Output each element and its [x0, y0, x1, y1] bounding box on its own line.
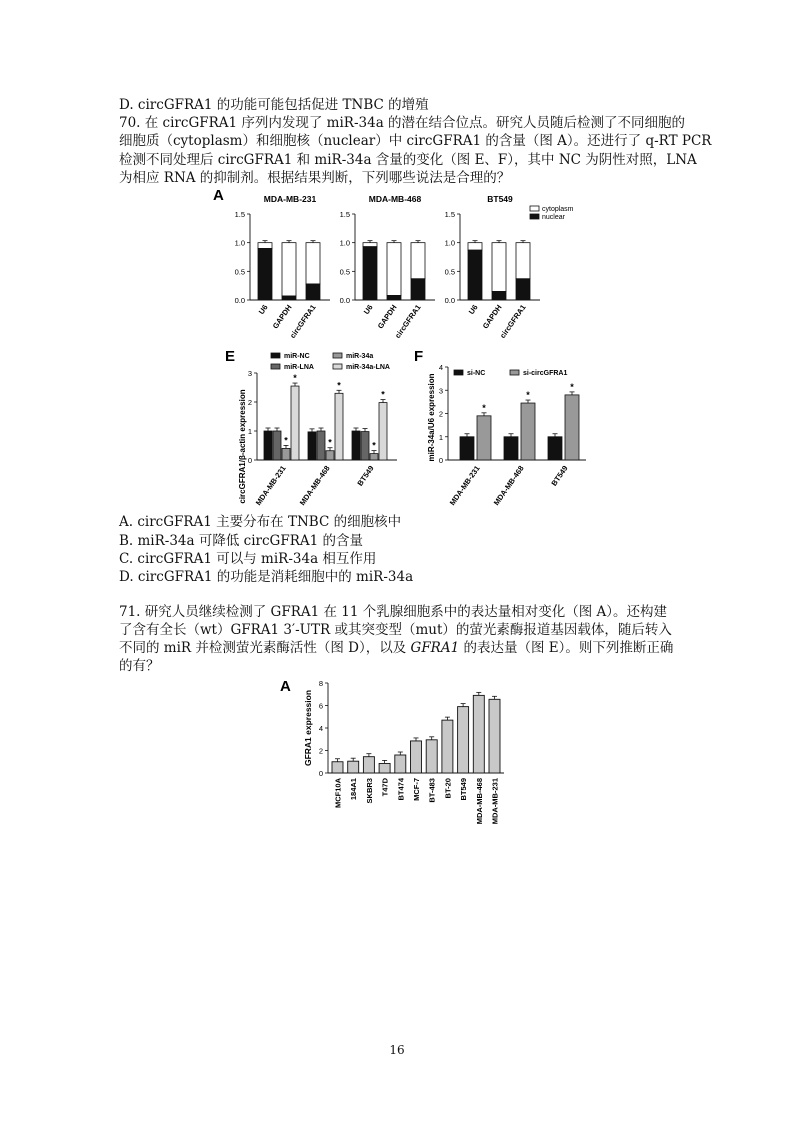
x-tick-label: circGFRA1: [498, 302, 528, 340]
x-tick-label: MDA-MB-231: [490, 778, 500, 825]
x-tick-label: BT474: [396, 778, 406, 801]
x-tick-label: MDA-MB-468: [491, 463, 526, 508]
x-tick-label: MDA-MB-468: [474, 778, 484, 825]
bar-cytoplasm: [306, 243, 320, 284]
question-70-line-2: 细胞质（cytoplasm）和细胞核（nuclear）中 circGFRA1 的含量（图 A）。还进行了 q-RT PCR: [119, 133, 712, 149]
gene-name-gfra1: GFRA1: [410, 640, 460, 656]
x-tick-label: circGFRA1: [393, 302, 423, 340]
bar-miR-NC: [308, 432, 316, 460]
panel-title: MDA-MB-468: [368, 194, 422, 204]
bar-MDA-MB-231: [489, 699, 500, 773]
bar-miR-NC: [352, 431, 360, 460]
bar-MDA-MB-468: [473, 695, 484, 773]
figure-a-gfra1-expression: [275, 675, 530, 845]
legend-swatch-si-circgfra1: [510, 370, 519, 375]
legend-label: nuclear: [542, 214, 565, 221]
y-tick-label: 1.0: [339, 238, 350, 248]
figure-f-mir34a-expression: [410, 345, 595, 515]
x-tick-label: MDA-MB-231: [253, 463, 288, 508]
bar-184A1: [348, 761, 359, 773]
option-c: C. circGFRA1 可以与 miR-34a 相互作用: [119, 551, 377, 567]
bar-miR-34a: [326, 451, 334, 460]
bar-nuclear: [468, 250, 482, 300]
bar-nuclear: [492, 291, 506, 300]
bar-BT549: [458, 707, 469, 773]
bar-cytoplasm: [258, 243, 272, 249]
question-71-line-2: 了含有全长（wt）GFRA1 3′-UTR 或其突变型（mut）的萤光素酶报道基因载体，随后转入: [119, 622, 672, 638]
y-tick-label: 0.0: [234, 296, 245, 305]
x-tick-label: MDA-MB-231: [447, 463, 482, 508]
bar-miR-34a: [370, 454, 378, 460]
y-tick-label: 0.5: [444, 267, 455, 277]
y-tick-label: 1: [247, 427, 252, 436]
bar-BT474: [395, 755, 406, 773]
bar-miR-34a-LNA: [379, 403, 387, 460]
x-tick-label: MDA-MB-468: [297, 463, 332, 508]
bar-cytoplasm: [282, 243, 296, 296]
legend-label: cytoplasm: [542, 206, 574, 213]
x-tick-label: GAPDH: [270, 302, 294, 331]
bar-nuclear: [516, 279, 530, 300]
y-tick-label: 4: [318, 724, 323, 733]
y-tick-label: 2: [318, 746, 323, 756]
panel-title: MDA-MB-231: [263, 194, 317, 204]
y-tick-label: 0: [438, 456, 443, 465]
y-tick-label: 8: [318, 679, 323, 688]
bar-T47D: [379, 763, 390, 773]
question-71-line-4: 的有？: [119, 658, 160, 674]
significance-star: *: [570, 381, 574, 392]
x-tick-label: circGFRA1: [288, 302, 318, 340]
y-tick-label: 1.0: [234, 238, 245, 248]
x-tick-label: BT549: [355, 463, 376, 488]
legend-label: si-NC: [467, 370, 486, 377]
bar-miR-LNA: [361, 432, 369, 460]
bar-si-circGFRA1: [521, 403, 535, 460]
x-tick-label: U6: [256, 302, 270, 317]
significance-star: *: [284, 435, 288, 446]
question-71-line-1: 71. 研究人员继续检测了 GFRA1 在 11 个乳腺细胞系中的表达量相对变化（图 A）。还构建: [119, 604, 668, 620]
question-70-line-3: 检测不同处理后 circGFRA1 和 miR-34a 含量的变化（图 E、F），其中 NC 为阴性对照，LNA: [119, 152, 697, 168]
bar-cytoplasm: [363, 243, 377, 247]
question-71-line-3: [119, 639, 673, 657]
panel-letter-a: A: [280, 678, 291, 695]
legend-label: miR-34a: [346, 353, 374, 360]
y-tick-label: 6: [318, 701, 323, 711]
y-tick-label: 3: [247, 369, 252, 378]
significance-star: *: [328, 437, 332, 448]
prev-option-d: D. circGFRA1 的功能可能包括促进 TNBC 的增殖: [119, 97, 429, 113]
significance-star: *: [337, 380, 341, 391]
question-70-line-1: 70. 在 circGFRA1 序列内发现了 miR-34a 的潜在结合位点。研究人员随后检测了不同细胞的: [119, 115, 686, 131]
bar-cytoplasm: [516, 243, 530, 279]
bar-miR-34a: [282, 448, 290, 460]
y-tick-label: 1.0: [444, 238, 455, 248]
y-tick-label: 4: [438, 363, 443, 372]
panel-title: BT549: [487, 194, 513, 204]
bar-si-circGFRA1: [565, 395, 579, 460]
panel-letter-f: F: [414, 348, 424, 365]
question-70-line-4: 为相应 RNA 的抑制剂。根据结果判断，下列哪些说法是合理的？: [119, 170, 511, 186]
q71-text-post: 的表达量（图 E）。则下列推断正确: [459, 640, 674, 656]
bar-BT-20: [442, 720, 453, 773]
bar-si-NC: [460, 437, 474, 460]
bar-miR-LNA: [273, 431, 281, 460]
page-number: 16: [389, 1043, 405, 1057]
legend-label: miR-LNA: [284, 364, 314, 371]
x-tick-label: BT-483: [427, 778, 437, 803]
bar-miR-LNA: [317, 431, 325, 460]
figure-a-subcellular-distribution: [205, 186, 605, 340]
bar-nuclear: [411, 279, 425, 300]
y-tick-label: 2: [438, 409, 443, 419]
x-tick-label: T47D: [380, 778, 390, 797]
option-a: A. circGFRA1 主要分布在 TNBC 的细胞核中: [119, 514, 402, 530]
legend-label: si-circGFRA1: [523, 370, 568, 377]
significance-star: *: [293, 373, 297, 384]
legend-label: miR-NC: [284, 353, 310, 360]
bar-nuclear: [306, 284, 320, 300]
x-tick-label: SKBR3: [364, 778, 374, 804]
y-tick-label: 0.0: [444, 296, 455, 305]
bar-cytoplasm: [387, 243, 401, 296]
y-axis-label: circGFRA1/β-actin expression: [238, 389, 247, 504]
x-tick-label: GAPDH: [480, 302, 504, 331]
option-d: D. circGFRA1 的功能是消耗细胞中的 miR-34a: [119, 569, 414, 585]
y-tick-label: 2: [247, 398, 252, 407]
legend-swatch-miR-34a: [333, 353, 342, 358]
x-tick-label: BT-20: [443, 778, 453, 799]
y-tick-label: 0.0: [339, 296, 350, 305]
x-tick-label: MCF10A: [333, 778, 343, 809]
bar-miR-34a-LNA: [335, 393, 343, 460]
x-tick-label: U6: [466, 302, 480, 317]
legend-swatch-cytoplasm: [530, 206, 539, 211]
y-tick-label: 1.5: [234, 210, 245, 219]
x-tick-label: BT549: [459, 778, 469, 801]
bar-si-NC: [504, 437, 518, 460]
x-tick-label: MCF-7: [412, 778, 421, 801]
x-tick-label: U6: [361, 302, 375, 317]
y-tick-label: 0.5: [234, 267, 245, 277]
y-tick-label: 1.5: [444, 210, 455, 219]
bar-MCF10A: [332, 762, 343, 773]
legend-swatch-miR-34a-LNA: [333, 364, 342, 369]
y-tick-label: 0.5: [339, 267, 350, 277]
bar-nuclear: [258, 248, 272, 300]
figure-e-circgfra1-expression: [225, 345, 415, 515]
bar-si-NC: [548, 437, 562, 460]
y-axis-label: GFRA1 expression: [303, 689, 313, 767]
bar-cytoplasm: [492, 243, 506, 292]
legend-swatch-miR-NC: [271, 353, 280, 358]
legend-swatch-si-nc: [454, 370, 463, 375]
significance-star: *: [526, 390, 530, 401]
q71-text-pre: 不同的 miR 并检测萤光素酶活性（图 D），以及: [119, 640, 411, 656]
bar-si-circGFRA1: [477, 416, 491, 460]
x-tick-label: BT549: [549, 463, 570, 488]
y-tick-label: 0: [247, 456, 252, 465]
x-tick-label: GAPDH: [375, 302, 399, 331]
y-tick-label: 3: [438, 386, 443, 396]
bar-SKBR3: [363, 757, 374, 773]
bar-miR-34a-LNA: [291, 386, 299, 460]
x-tick-label: 184A1: [349, 778, 359, 801]
bar-cytoplasm: [411, 243, 425, 279]
y-tick-label: 1.5: [339, 210, 350, 219]
bar-nuclear: [282, 296, 296, 300]
bar-miR-NC: [264, 431, 272, 460]
y-tick-label: 1: [438, 432, 443, 442]
legend-swatch-nuclear: [530, 214, 539, 219]
significance-star: *: [482, 402, 486, 413]
bar-nuclear: [387, 295, 401, 300]
option-b: B. miR-34a 可降低 circGFRA1 的含量: [119, 533, 363, 549]
bar-cytoplasm: [468, 243, 482, 250]
y-tick-label: 0: [318, 769, 323, 778]
panel-letter-e: E: [225, 348, 236, 365]
bar-nuclear: [363, 247, 377, 300]
bar-BT-483: [426, 740, 437, 773]
y-axis-label: miR-34a/U6 expression: [427, 373, 436, 462]
significance-star: *: [372, 440, 376, 451]
significance-star: *: [381, 389, 385, 400]
panel-letter-a: A: [213, 187, 224, 204]
bar-MCF-7: [411, 741, 422, 773]
legend-label: miR-34a-LNA: [346, 364, 390, 371]
legend-swatch-miR-LNA: [271, 364, 280, 369]
